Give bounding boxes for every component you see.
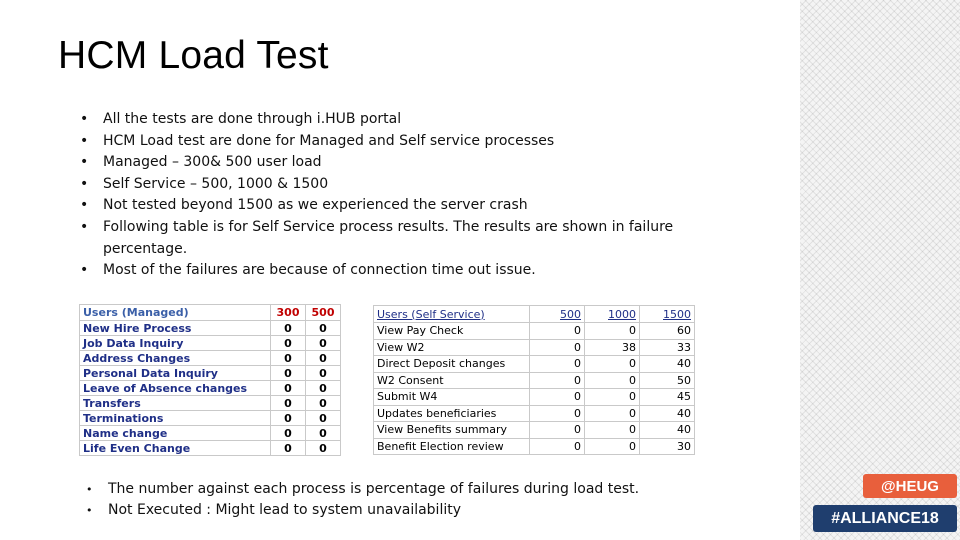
table-cell: 45 [640, 389, 695, 406]
table-cell: 0 [530, 372, 585, 389]
table-row [374, 372, 695, 389]
table-cell: 33 [640, 339, 695, 356]
column-header: 500 [530, 306, 585, 323]
table-cell: 0 [306, 411, 341, 426]
table-cell: 0 [585, 389, 640, 406]
table-row [374, 339, 695, 356]
table-cell: 0 [530, 323, 585, 340]
bullet-item: • Not tested beyond 1500 as we experienced the server crash [80, 195, 720, 217]
table-cell: W2 Consent [374, 372, 530, 389]
table-cell: Leave of Absence changes [80, 381, 271, 396]
table-row [374, 438, 695, 455]
table-cell: 0 [530, 356, 585, 373]
bullet-item: • Most of the failures are because of connection time out issue. [80, 260, 720, 282]
footnote-item: • The number against each process is percentage of failures during load test. [86, 479, 639, 500]
table-cell: Job Data Inquiry [80, 336, 271, 351]
table-cell: Transfers [80, 396, 271, 411]
table-cell: 0 [585, 422, 640, 439]
table-cell: 0 [585, 405, 640, 422]
bullet-item: • HCM Load test are done for Managed and Self service processes [80, 131, 720, 153]
bullet-item: • Following table is for Self Service process results. The results are shown in failure percentage. [80, 217, 720, 260]
table-cell: 0 [306, 321, 341, 336]
table-cell: Address Changes [80, 351, 271, 366]
table-row [374, 389, 695, 406]
table-cell: Personal Data Inquiry [80, 366, 271, 381]
table-row [80, 366, 341, 381]
table-cell: 0 [271, 396, 306, 411]
table-row [80, 441, 341, 456]
table-row [80, 351, 341, 366]
table-cell: 0 [530, 438, 585, 455]
table-cell: 0 [585, 438, 640, 455]
table-row [80, 336, 341, 351]
table-cell: Name change [80, 426, 271, 441]
column-header: Users (Managed) [80, 305, 271, 321]
table-row [80, 426, 341, 441]
table-cell: Life Even Change [80, 441, 271, 456]
footnote-list [86, 479, 639, 521]
table-cell: 50 [640, 372, 695, 389]
page-title: HCM Load Test [58, 34, 329, 77]
decorative-pattern-panel [800, 0, 960, 540]
table-cell: 0 [306, 336, 341, 351]
table-cell: 0 [306, 366, 341, 381]
table-row [374, 356, 695, 373]
table-header-row [80, 305, 341, 321]
table-cell: 0 [585, 372, 640, 389]
table-row [374, 405, 695, 422]
bullet-list [80, 109, 720, 282]
footnote-item: • Not Executed : Might lead to system unavailability [86, 500, 639, 521]
table-row [80, 321, 341, 336]
table-cell: 0 [271, 336, 306, 351]
table-cell: Submit W4 [374, 389, 530, 406]
table-cell: 40 [640, 356, 695, 373]
table-cell: 0 [530, 389, 585, 406]
table-cell: View Pay Check [374, 323, 530, 340]
table-cell: 0 [271, 381, 306, 396]
column-header: 1500 [640, 306, 695, 323]
table-cell: 0 [271, 351, 306, 366]
table-row [374, 323, 695, 340]
table-cell: 0 [271, 411, 306, 426]
table-cell: Updates beneficiaries [374, 405, 530, 422]
column-header: 300 [271, 305, 306, 321]
table-header-row [374, 306, 695, 323]
bullet-item: • All the tests are done through i.HUB portal [80, 109, 720, 131]
table-cell: Terminations [80, 411, 271, 426]
table-cell: 30 [640, 438, 695, 455]
table-cell: 0 [271, 321, 306, 336]
column-header: Users (Self Service) [374, 306, 530, 323]
bullet-item: • Self Service – 500, 1000 & 1500 [80, 174, 720, 196]
table-row [374, 422, 695, 439]
table-cell: 0 [306, 441, 341, 456]
table-row [80, 396, 341, 411]
table-cell: 0 [306, 396, 341, 411]
self-service-results-table [373, 305, 695, 455]
table-row [80, 381, 341, 396]
bullet-item: • Managed – 300& 500 user load [80, 152, 720, 174]
table-cell: New Hire Process [80, 321, 271, 336]
alliance-hashtag-badge: #ALLIANCE18 [813, 505, 957, 532]
heug-hashtag-badge: @HEUG [863, 474, 957, 498]
column-header: 500 [306, 305, 341, 321]
table-cell: 0 [530, 339, 585, 356]
table-cell: 38 [585, 339, 640, 356]
table-cell: 0 [306, 426, 341, 441]
table-cell: Direct Deposit changes [374, 356, 530, 373]
table-cell: 60 [640, 323, 695, 340]
table-cell: 40 [640, 422, 695, 439]
table-cell: 0 [585, 356, 640, 373]
column-header: 1000 [585, 306, 640, 323]
table-cell: 0 [530, 422, 585, 439]
table-row [80, 411, 341, 426]
table-cell: 0 [530, 405, 585, 422]
table-cell: 0 [271, 441, 306, 456]
table-cell: 40 [640, 405, 695, 422]
table-cell: View W2 [374, 339, 530, 356]
table-cell: 0 [271, 426, 306, 441]
table-cell: 0 [306, 381, 341, 396]
table-cell: View Benefits summary [374, 422, 530, 439]
table-cell: 0 [585, 323, 640, 340]
table-cell: 0 [306, 351, 341, 366]
managed-results-table [79, 304, 341, 456]
table-cell: 0 [271, 366, 306, 381]
table-cell: Benefit Election review [374, 438, 530, 455]
